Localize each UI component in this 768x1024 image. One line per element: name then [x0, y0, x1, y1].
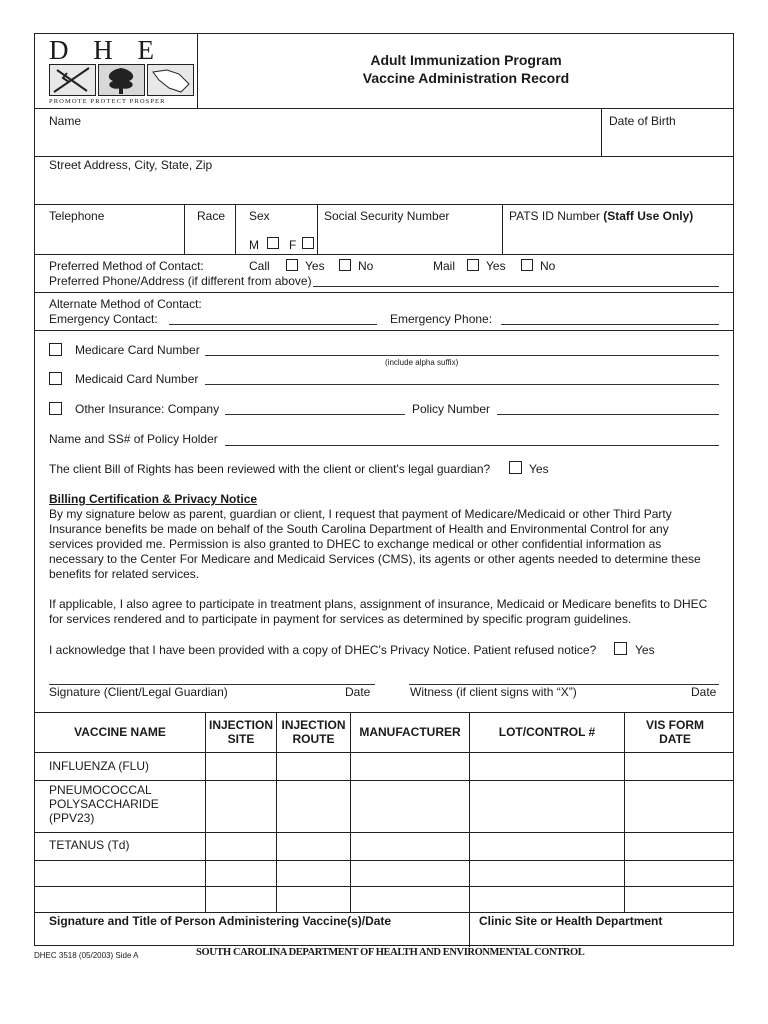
header-injection-site: INJECTION SITE [208, 718, 273, 746]
emergency-phone-line[interactable] [501, 324, 719, 325]
header-vaccine-name: VACCINE NAME [74, 725, 166, 739]
client-date-label: Date [345, 685, 371, 699]
emergency-phone-label: Emergency Phone: [390, 312, 493, 326]
dob-label: Date of Birth [609, 114, 676, 128]
policy-holder-label: Name and SS# of Policy Holder [49, 432, 218, 446]
call-yes-checkbox[interactable] [286, 259, 298, 271]
logo-emblem-icon [49, 64, 195, 96]
call-no-checkbox[interactable] [339, 259, 351, 271]
logo-letters: D H E [49, 35, 163, 65]
pats-id-label [509, 209, 693, 223]
header-manufacturer: MANUFACTURER [359, 725, 461, 739]
other-insurance-line[interactable] [225, 414, 405, 415]
medicaid-label: Medicaid Card Number [75, 372, 199, 386]
medicare-label: Medicare Card Number [75, 343, 200, 357]
medicare-line[interactable] [205, 355, 719, 356]
alpha-suffix-note: (include alpha suffix) [385, 358, 459, 367]
address-label: Street Address, City, State, Zip [49, 158, 213, 172]
vaccine-row-influenza: INFLUENZA (FLU) [49, 759, 150, 773]
preferred-method-label: Preferred Method of Contact: [49, 259, 204, 273]
logo-tagline: PROMOTE PROTECT PROSPER [49, 98, 166, 105]
witness-date-label: Date [691, 685, 717, 699]
sex-m-checkbox[interactable] [267, 237, 279, 249]
sex-f-label: F [289, 238, 297, 252]
client-signature-label: Signature (Client/Legal Guardian) [49, 685, 228, 699]
sex-f-checkbox[interactable] [302, 237, 314, 249]
mail-no-checkbox[interactable] [521, 259, 533, 271]
ssn-label: Social Security Number [324, 209, 450, 223]
sex-label: Sex [249, 209, 270, 223]
call-label: Call [249, 259, 270, 273]
bill-of-rights-text: The client Bill of Rights has been reviewed with the client or client's legal guardian? [49, 462, 491, 476]
bill-of-rights-checkbox[interactable] [509, 461, 522, 474]
alternate-method-label: Alternate Method of Contact: [49, 297, 202, 311]
admin-signature-label: Signature and Title of Person Administering Vaccine(s)/Date [49, 914, 392, 928]
call-yes-label: Yes [305, 259, 325, 273]
call-no-label: No [358, 259, 374, 273]
bill-of-rights-yes: Yes [529, 462, 549, 476]
policy-number-line[interactable] [497, 414, 719, 415]
pats-id-text: PATS ID Number [509, 209, 600, 223]
header-injection-route: INJECTION ROUTE [281, 718, 346, 746]
privacy-refused-checkbox[interactable] [614, 642, 627, 655]
medicare-checkbox[interactable] [49, 343, 62, 356]
privacy-notice-text: I acknowledge that I have been provided with a copy of DHEC's Privacy Notice. Patient refused notice? [49, 643, 597, 657]
dhec-logo [47, 36, 197, 106]
name-label: Name [49, 114, 82, 128]
clinic-site-label: Clinic Site or Health Department [479, 914, 663, 928]
race-label: Race [197, 209, 226, 223]
mail-yes-checkbox[interactable] [467, 259, 479, 271]
mail-no-label: No [540, 259, 556, 273]
sex-m-label: M [249, 238, 259, 252]
billing-paragraph-2: If applicable, I also agree to participate in treatment plans, assignment of insurance, Medicaid or Medicare benefits to DHEC for services rendered and to participate in payment for services as determined by specific program guidelines. [49, 597, 708, 626]
department-name: SOUTH CAROLINA DEPARTMENT OF HEALTH AND ENVIRONMENTAL CONTROL [196, 947, 585, 958]
mail-yes-label: Yes [486, 259, 506, 273]
form-title-line2: Vaccine Administration Record [362, 70, 570, 86]
other-insurance-checkbox[interactable] [49, 402, 62, 415]
privacy-refused-yes: Yes [635, 643, 655, 657]
vaccine-record-form [34, 33, 734, 946]
billing-paragraph-1: By my signature below as parent, guardian or client, I request that payment of Medicare/Medicaid or other Third Party Insurance benefits be made on behalf of the South Carolina Department of Health and Environmental Control for any services provided me. Permission is also granted to DHEC to exchange medical or other confidential information as necessary to the Center For Medicare and Medicaid Services (CMS), its agents or other agents needed to determine these benefits for related services. [49, 507, 701, 581]
telephone-label: Telephone [49, 209, 105, 223]
policy-number-label: Policy Number [412, 402, 491, 416]
preferred-phone-label: Preferred Phone/Address (if different from above) [49, 274, 312, 288]
policy-holder-line[interactable] [225, 445, 719, 446]
form-number: DHEC 3518 (05/2003) Side A [34, 951, 139, 960]
other-insurance-label: Other Insurance: Company [75, 402, 220, 416]
header-lot-control: LOT/CONTROL # [498, 725, 596, 739]
emergency-contact-label: Emergency Contact: [49, 312, 158, 326]
witness-label: Witness (if client signs with “X”) [410, 685, 577, 699]
header-vis-date: VIS FORM DATE [645, 718, 704, 746]
form-title-line1: Adult Immunization Program [370, 52, 562, 68]
vaccine-row-tetanus: TETANUS (Td) [49, 838, 130, 852]
billing-heading: Billing Certification & Privacy Notice [49, 492, 258, 506]
preferred-phone-line[interactable] [313, 286, 719, 287]
pats-staff-only: (Staff Use Only) [603, 209, 694, 223]
vaccine-row-pneumococcal: PNEUMOCOCCAL POLYSACCHARIDE (PPV23) [49, 783, 159, 825]
emergency-contact-line[interactable] [169, 324, 377, 325]
medicaid-checkbox[interactable] [49, 372, 62, 385]
medicaid-line[interactable] [205, 384, 719, 385]
mail-label: Mail [433, 259, 456, 273]
